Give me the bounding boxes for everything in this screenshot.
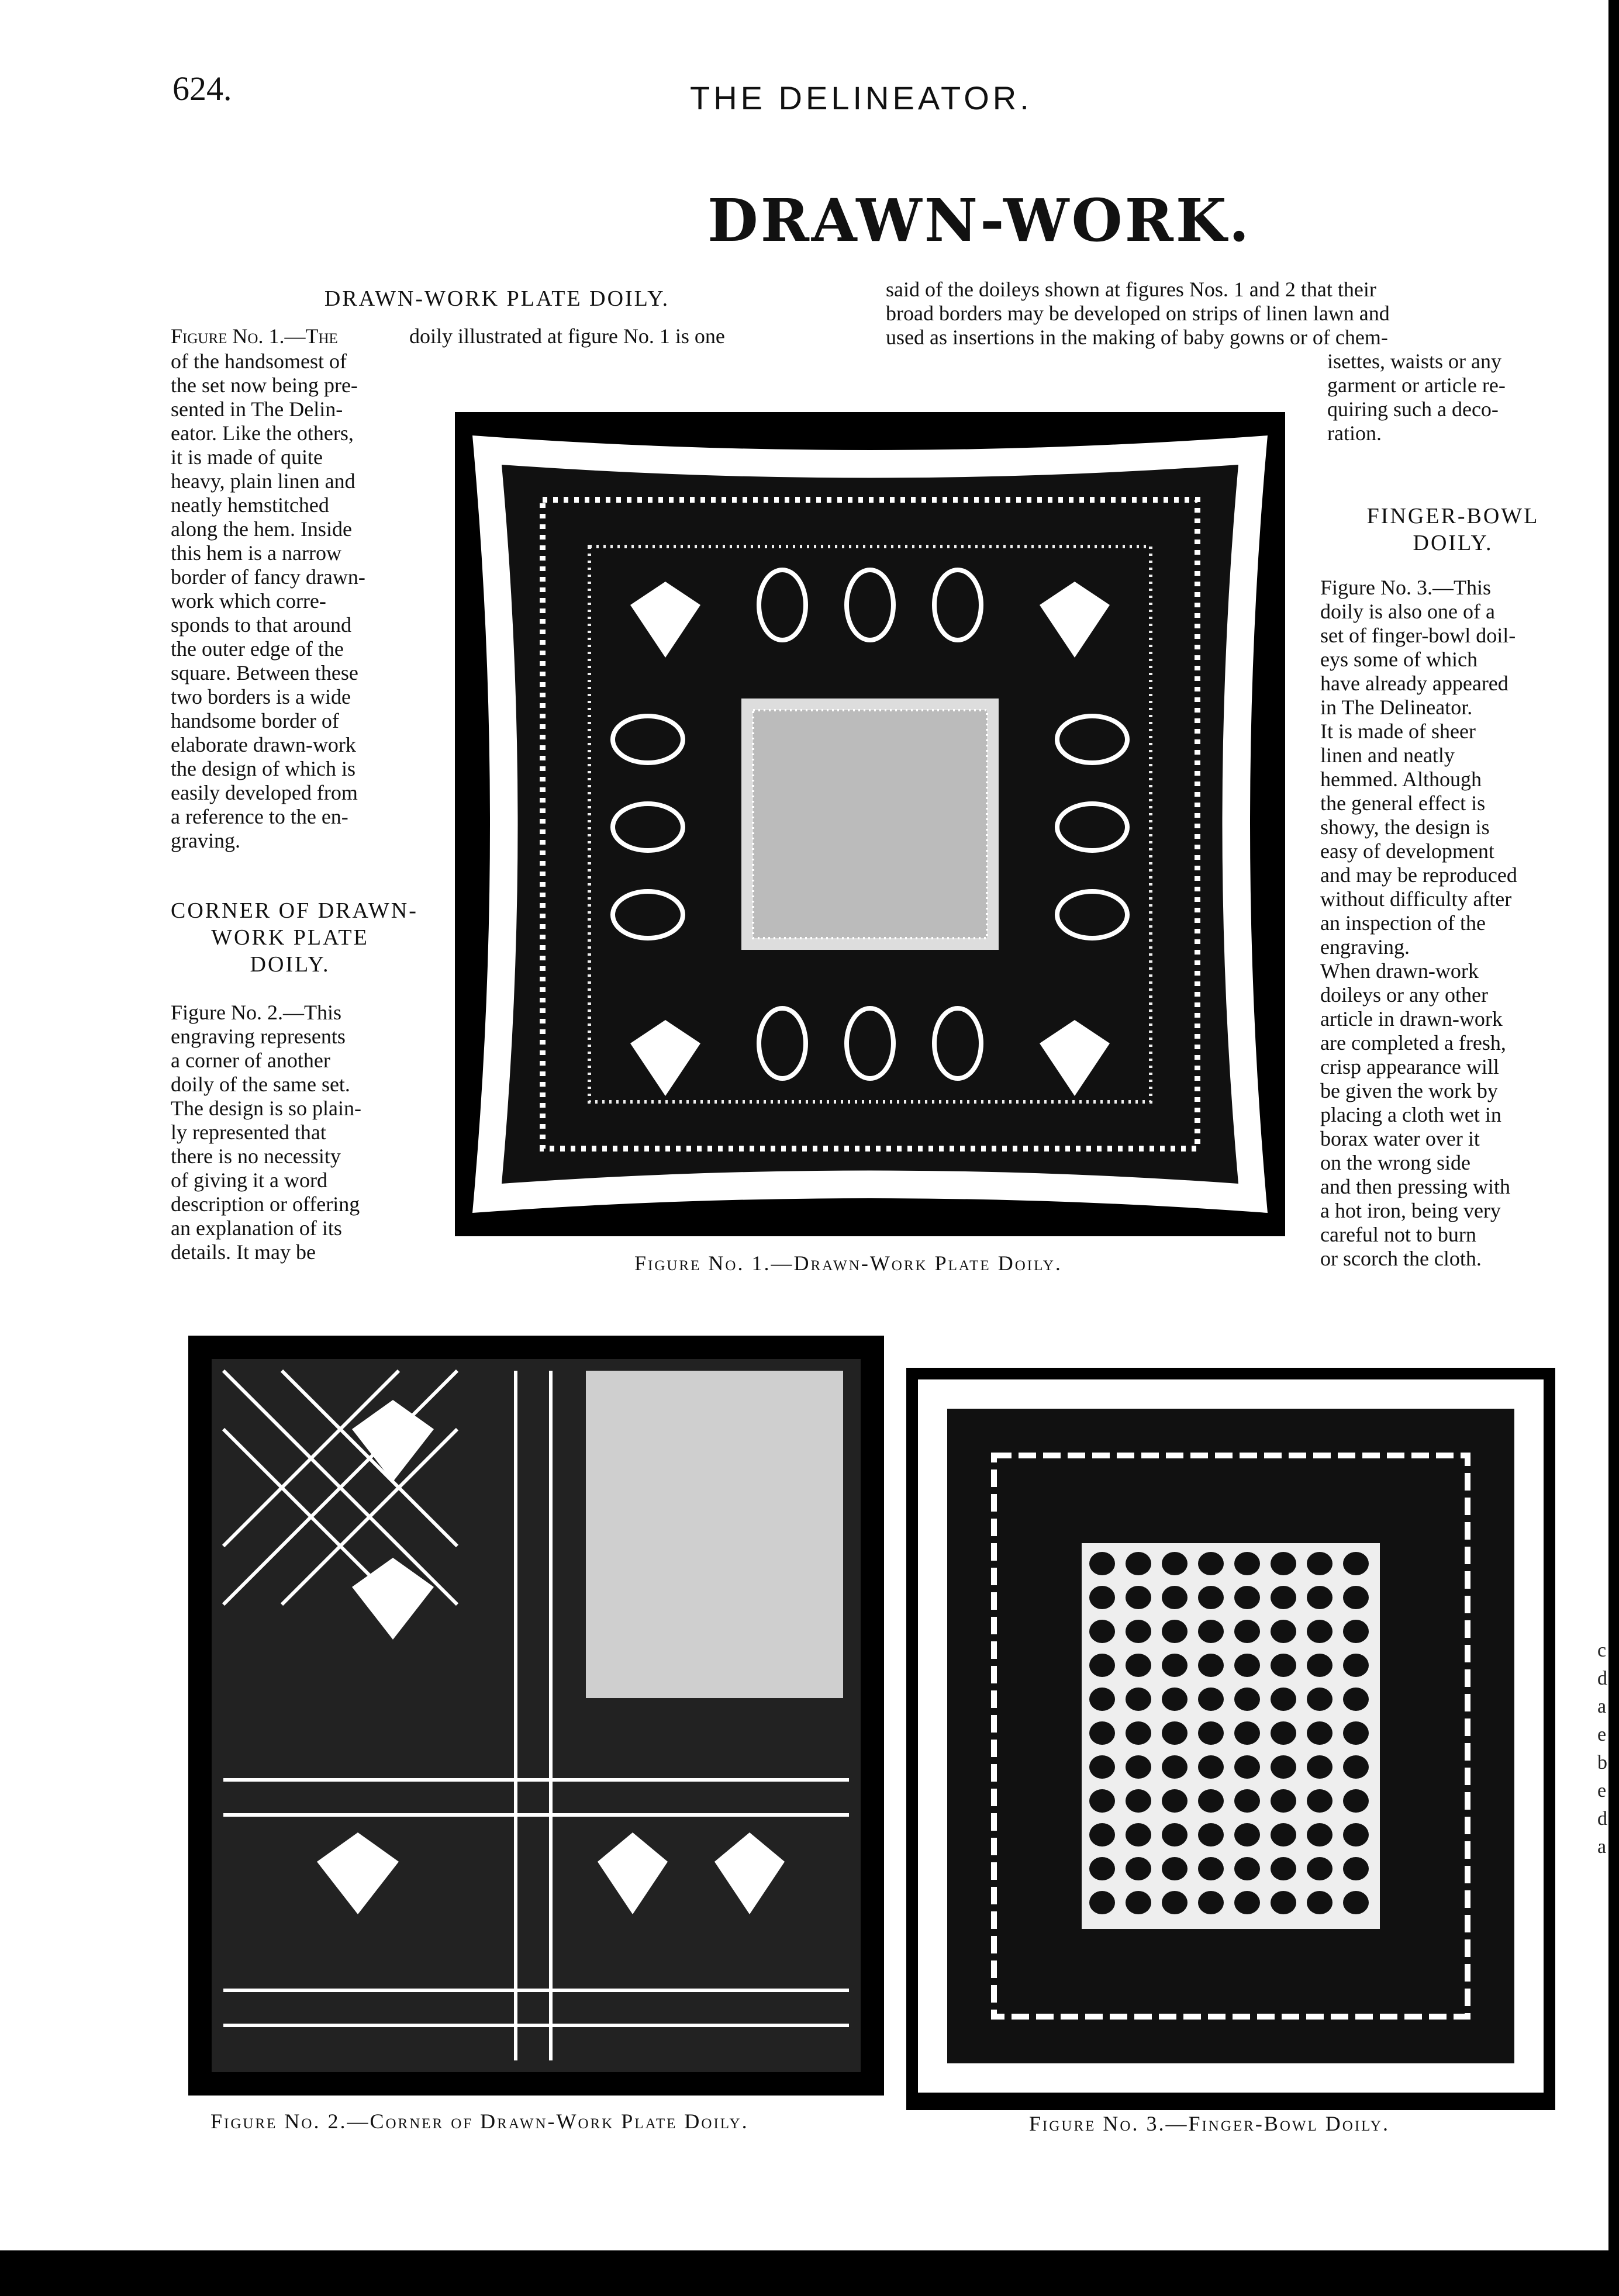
grid-ring-decoration [1271,1620,1296,1643]
text-line: description or offering [171,1192,360,1216]
text-line: the design of which is [171,757,355,780]
text-line: linen and neatly [1320,744,1455,767]
text-line: in The Delineator. [1320,696,1473,719]
grid-ring-decoration [1271,1789,1296,1813]
grid-ring-decoration [1198,1891,1224,1914]
grid-ring-decoration [1271,1857,1296,1880]
grid-ring-decoration [1126,1688,1151,1711]
grid-ring-decoration [1126,1857,1151,1880]
bleed-through-letter: e [1597,1780,1607,1801]
text-line: Figure No. 2.—This [171,1001,341,1024]
grid-ring-decoration [1234,1755,1260,1779]
grid-ring-decoration [1162,1688,1188,1711]
text-line: or scorch the cloth. [1320,1247,1482,1270]
bleed-through-letter: a [1597,1836,1607,1858]
grid-ring-decoration [1089,1891,1115,1914]
grid-ring-decoration [1198,1654,1224,1677]
text-line: are completed a fresh, [1320,1031,1506,1054]
grid-ring-decoration [1198,1552,1224,1575]
text-line: it is made of quite [171,445,323,469]
grid-ring-decoration [1198,1823,1224,1847]
text-line: the outer edge of the [171,637,344,661]
grid-ring-decoration [1126,1755,1151,1779]
text-line: borax water over it [1320,1127,1480,1150]
grid-ring-decoration [1234,1823,1260,1847]
grid-ring-decoration [1089,1789,1115,1813]
grid-ring-decoration [1126,1552,1151,1575]
grid-ring-decoration [1271,1891,1296,1914]
text-line: without difficulty after [1320,887,1512,911]
grid-ring-decoration [1234,1654,1260,1677]
text-line: elaborate drawn-work [171,733,356,756]
running-head: THE DELINEATOR. [690,79,1033,116]
grid-ring-decoration [1089,1654,1115,1677]
grid-ring-decoration [1271,1755,1296,1779]
page-edge-bottom [0,2250,1619,2296]
text-line: of giving it a word [171,1168,327,1192]
text-line: broad borders may be developed on strips of linen lawn and [886,302,1390,325]
text-line: have already appeared [1320,672,1508,695]
grid-ring-decoration [1089,1857,1115,1880]
paragraph-fig1 [171,350,409,853]
grid-ring-decoration [1343,1891,1369,1914]
text-line: details. It may be [171,1240,316,1264]
fig1-lead-continued: doily illustrated at figure No. 1 is one [409,324,725,348]
article-title: DRAWN-WORK. [707,186,1252,255]
grid-ring-decoration [1307,1586,1333,1609]
grid-ring-decoration [1343,1857,1369,1880]
text-line: border of fancy drawn- [171,565,365,589]
bleed-through-letter: a [1597,1696,1607,1717]
page-edge-right [1608,0,1619,2296]
text-line: engraving. [1320,935,1410,959]
grid-ring-decoration [1307,1857,1333,1880]
grid-ring-decoration [1089,1552,1115,1575]
grid-ring-decoration [1343,1654,1369,1677]
bleed-through-letter: e [1597,1724,1607,1745]
grid-ring-decoration [1162,1891,1188,1914]
caption-figure-3: Figure No. 3.—Finger-Bowl Doily. [1029,2112,1390,2135]
grid-ring-decoration [1343,1620,1369,1643]
text-line: quiring such a deco- [1327,397,1499,421]
text-line: doily of the same set. [171,1073,350,1096]
grid-ring-decoration [1089,1620,1115,1643]
figure-3-illustration [906,1368,1555,2110]
grid-ring-decoration [1198,1620,1224,1643]
grid-ring-decoration [1198,1789,1224,1813]
text-line: easy of development [1320,839,1494,863]
text-line: Figure No. 3.—This [1320,576,1491,599]
grid-ring-decoration [1162,1823,1188,1847]
text-line: a hot iron, being very [1320,1199,1501,1222]
grid-ring-decoration [1307,1823,1333,1847]
text-line: It is made of sheer [1320,720,1476,743]
text-line: a reference to the en- [171,805,348,828]
figure-2-corner-doily [188,1336,884,2096]
text-line: an explanation of its [171,1216,342,1240]
grid-ring-decoration [1162,1552,1188,1575]
grid-ring-decoration [1271,1654,1296,1677]
grid-ring-decoration [1162,1586,1188,1609]
grid-ring-decoration [1089,1688,1115,1711]
text-line: ly represented that [171,1121,326,1144]
grid-ring-decoration [1343,1755,1369,1779]
grid-ring-decoration [1198,1755,1224,1779]
text-line: square. Between these [171,661,358,684]
caption-figure-2: Figure No. 2.—Corner of Drawn-Work Plate Doily. [210,2110,749,2133]
grid-ring-decoration [1343,1552,1369,1575]
text-line: along the hem. Inside [171,517,352,541]
grid-ring-decoration [1198,1857,1224,1880]
grid-ring-decoration [1307,1654,1333,1677]
text-line: and may be reproduced [1320,863,1517,887]
grid-ring-decoration [1271,1586,1296,1609]
grid-ring-decoration [1307,1789,1333,1813]
grid-ring-decoration [1234,1857,1260,1880]
heading-corner-doily [171,897,418,978]
text-line: the general effect is [1320,791,1486,815]
grid-ring-decoration [1198,1688,1224,1711]
text-line: garment or article re- [1327,374,1506,397]
grid-ring-decoration [1307,1688,1333,1711]
text-line: of the handsomest of [171,350,347,373]
text-line: doily is also one of a [1320,600,1495,623]
text-line: doileys or any other [1320,983,1488,1007]
grid-ring-decoration [1307,1891,1333,1914]
grid-ring-decoration [1126,1586,1151,1609]
heading-plate-doily: DRAWN-WORK PLATE DOILY. [324,286,670,311]
text-line: showy, the design is [1320,815,1490,839]
text-line: eator. Like the others, [171,421,354,445]
text-line: eys some of which [1320,648,1478,671]
paragraph-continuation-top [886,278,1570,350]
grid-ring-decoration [1307,1721,1333,1745]
figure-1-illustration [455,412,1285,1236]
text-line: careful not to burn [1320,1223,1476,1246]
grid-ring-decoration [1198,1721,1224,1745]
text-line: a corner of another [171,1049,330,1072]
grid-ring-decoration [1162,1857,1188,1880]
grid-ring-decoration [1307,1552,1333,1575]
grid-ring-decoration [1343,1721,1369,1745]
grid-ring-decoration [1162,1789,1188,1813]
text-line: ration. [1327,421,1382,445]
grid-ring-decoration [1271,1721,1296,1745]
paragraph-fig3 [1320,576,1567,1271]
text-line: When drawn-work [1320,959,1479,983]
grid-ring-decoration [1234,1789,1260,1813]
grid-ring-decoration [1198,1586,1224,1609]
text-line: neatly hemstitched [171,493,329,517]
heading-line: CORNER OF DRAWN- [171,898,418,923]
text-line: sponds to that around [171,613,351,637]
grid-ring-decoration [1162,1620,1188,1643]
text-line: crisp appearance will [1320,1055,1499,1078]
fig1-lead-text: Figure No. 1.—The [171,324,338,348]
grid-ring-decoration [1343,1688,1369,1711]
heading-line: DOILY. [250,952,330,977]
text-line: heavy, plain linen and [171,469,355,493]
grid-ring-decoration [1234,1620,1260,1643]
grid-ring-decoration [1089,1721,1115,1745]
text-line: on the wrong side [1320,1151,1470,1174]
grid-ring-decoration [1343,1586,1369,1609]
bleed-through-letter: d [1597,1808,1607,1830]
text-line: and then pressing with [1320,1175,1510,1198]
grid-ring-decoration [1126,1654,1151,1677]
text-line: an inspection of the [1320,911,1486,935]
grid-ring-decoration [1234,1586,1260,1609]
caption-figure-1: Figure No. 1.—Drawn-Work Plate Doily. [634,1251,1062,1275]
grid-ring-decoration [1234,1721,1260,1745]
grid-ring-decoration [1307,1620,1333,1643]
text-line: hemmed. Although [1320,767,1482,791]
grid-ring-decoration [1126,1721,1151,1745]
grid-ring-decoration [1126,1789,1151,1813]
grid-ring-decoration [1234,1688,1260,1711]
figure-1-plate-doily [455,412,1285,1236]
grid-ring-decoration [1089,1755,1115,1779]
paragraph-fig2 [171,1001,409,1264]
heading-line: FINGER-BOWL [1366,504,1539,528]
grid-ring-decoration [1271,1552,1296,1575]
text-line: easily developed from [171,781,358,804]
text-line: sented in The Delin- [171,397,343,421]
text-line: graving. [171,829,240,852]
grid-ring-decoration [1162,1755,1188,1779]
grid-ring-decoration [1126,1891,1151,1914]
grid-ring-decoration [1126,1620,1151,1643]
text-line: the set now being pre- [171,374,358,397]
paragraph-continuation-right [1327,350,1567,445]
page-number: 624. [172,70,232,108]
heading-line: DOILY. [1413,531,1493,555]
grid-ring-decoration [1089,1586,1115,1609]
text-line: engraving represents [171,1025,346,1048]
heading-line: WORK PLATE [211,925,369,950]
text-line: there is no necessity [171,1144,341,1168]
grid-ring-decoration [1307,1755,1333,1779]
bleed-through-letter: d [1597,1668,1607,1689]
grid-ring-decoration [1343,1789,1369,1813]
text-line: this hem is a narrow [171,541,341,565]
grid-ring-decoration [1162,1654,1188,1677]
grid-ring-decoration [1089,1823,1115,1847]
text-line: isettes, waists or any [1327,350,1501,373]
heading-finger-bowl-doily [1327,503,1579,556]
grid-ring-decoration [1126,1823,1151,1847]
text-line: be given the work by [1320,1079,1498,1102]
bleed-through-letter: b [1597,1752,1607,1773]
grid-ring-decoration [1162,1721,1188,1745]
figure-3-finger-bowl-doily [906,1368,1555,2110]
text-line: set of finger-bowl doil- [1320,624,1516,647]
grid-ring-decoration [1234,1891,1260,1914]
grid-ring-decoration [1234,1552,1260,1575]
text-line: placing a cloth wet in [1320,1103,1501,1126]
text-line: The design is so plain- [171,1097,361,1120]
text-line: work which corre- [171,589,326,613]
figure-2-illustration [188,1336,884,2096]
text-line: used as insertions in the making of baby gowns or of chem- [886,326,1388,349]
text-line: handsome border of [171,709,339,732]
grid-ring-decoration [1271,1688,1296,1711]
text-line: said of the doileys shown at figures Nos. 1 and 2 that their [886,278,1376,301]
grid-ring-decoration [1343,1823,1369,1847]
text-line: two borders is a wide [171,685,351,708]
bleed-through-letter: c [1597,1640,1607,1661]
grid-ring-decoration [1271,1823,1296,1847]
text-line: article in drawn-work [1320,1007,1503,1031]
fig1-lead [171,324,405,348]
